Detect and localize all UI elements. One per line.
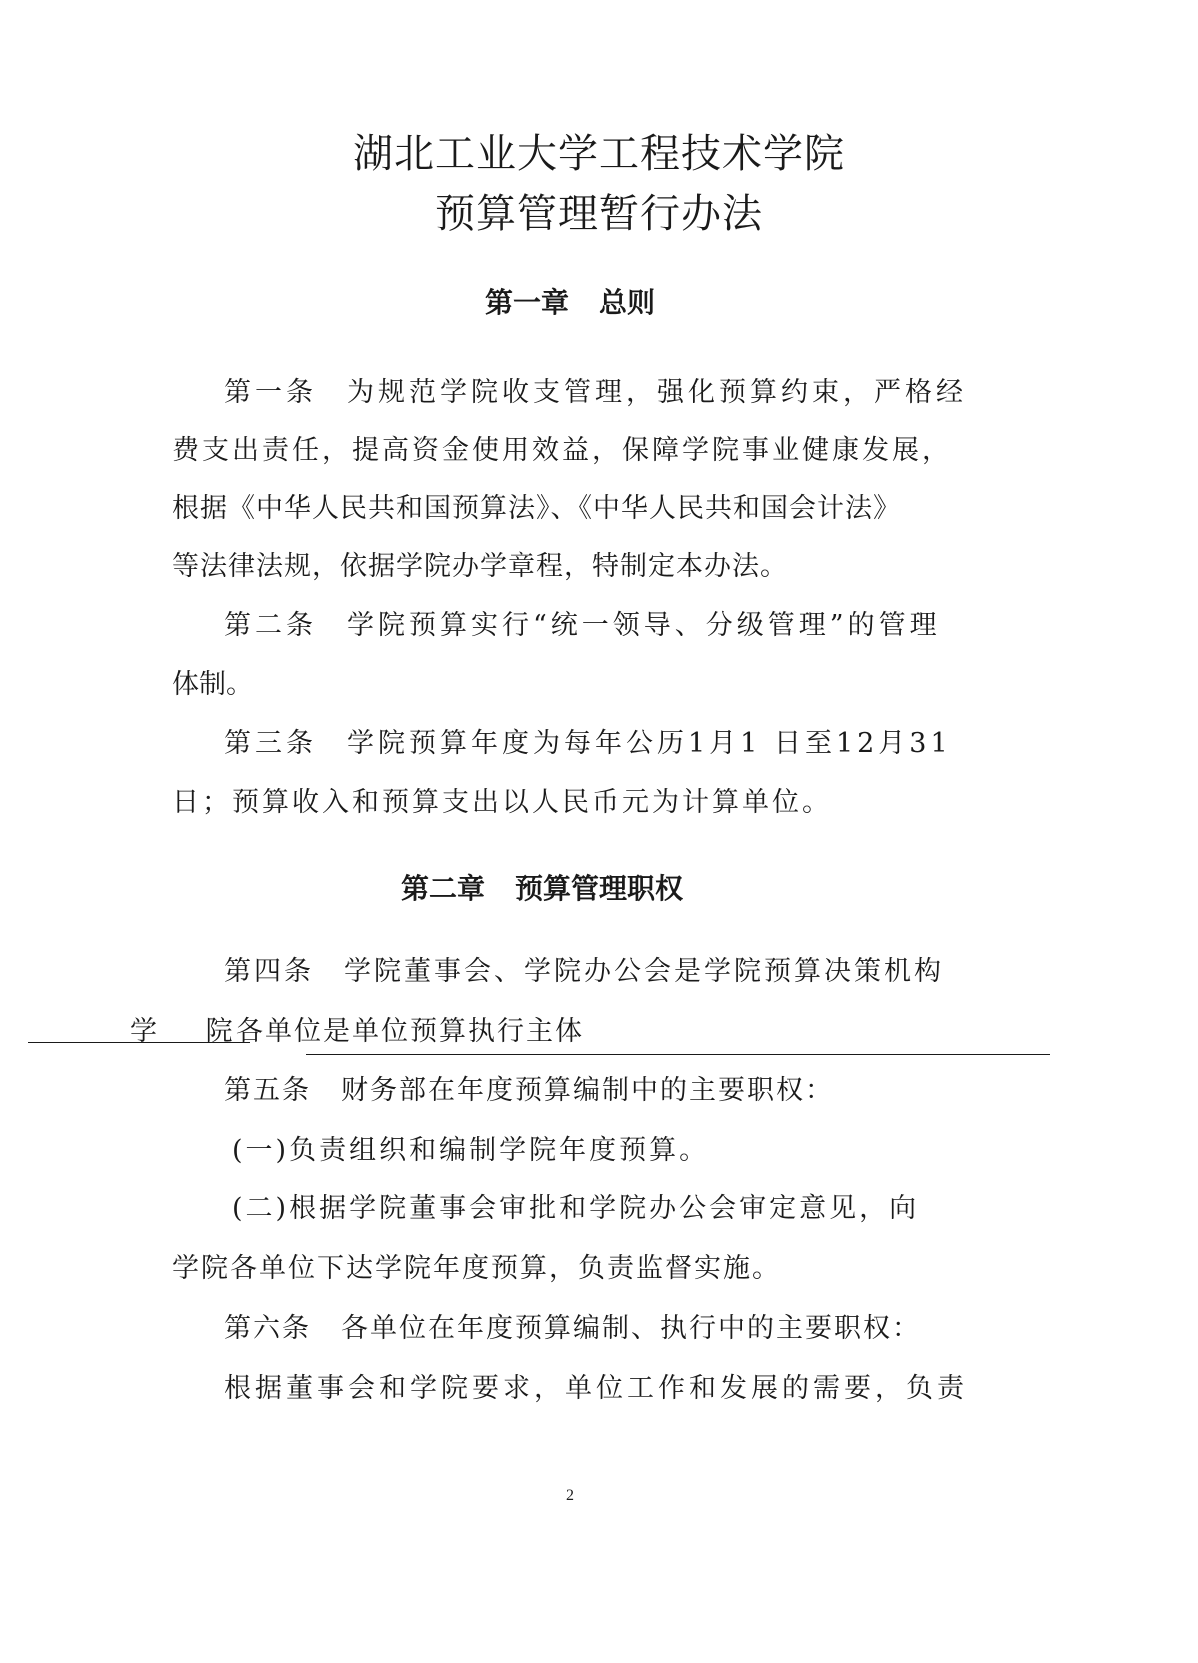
- article-4-text-1: 学院董事会、学院办公会是学院预算决策机构: [344, 956, 944, 987]
- article-1-line-3: 根据《中华人民共和国预算法》、《中华人民共和国会计法》: [172, 493, 901, 524]
- article-5-item-1: (一)负责组织和编制学院年度预算。: [232, 1135, 710, 1166]
- chapter-1-label: 第一章: [484, 286, 569, 319]
- article-5-item-2-line-2: 学院各单位下达学院年度预算，负责监督实施。: [172, 1253, 781, 1284]
- article-5-item-2-line-1: (二)根据学院董事会审批和学院办公会审定意见，向: [232, 1193, 920, 1224]
- chapter-2-name: 预算管理职权: [515, 872, 684, 905]
- article-4-label: 第四条: [224, 956, 314, 987]
- article-2-line-1: [224, 609, 941, 643]
- document-title-line-1: 湖北工业大学工程技术学院: [353, 131, 845, 177]
- article-5-label: 第五条: [224, 1075, 311, 1106]
- article-6-line-2: 根据董事会和学院要求，单位工作和发展的需要，负责: [224, 1373, 968, 1404]
- horizontal-rule-right: [306, 1054, 1050, 1055]
- article-6-line-1: [224, 1312, 921, 1346]
- article-2-line-2: 体制。: [172, 669, 253, 700]
- article-6-text-1: 各单位在年度预算编制、执行中的主要职权：: [341, 1313, 921, 1344]
- article-3-text-1: 学院预算年度为每年公历1月1 日至12月31: [347, 728, 952, 759]
- article-5-text-1: 财务部在年度预算编制中的主要职权：: [341, 1075, 834, 1106]
- article-4-line-1: [224, 955, 944, 989]
- article-6-label: 第六条: [224, 1313, 311, 1344]
- article-4-line-2: 各单位是单位预算执行主体: [236, 1016, 584, 1047]
- chapter-2-label: 第二章: [400, 872, 485, 905]
- article-3-line-2: 日；预算收入和预算支出以人民币元为计算单位。: [172, 787, 832, 818]
- page-number: 2: [566, 1487, 574, 1504]
- chapter-1-heading: [0, 286, 1140, 320]
- chapter-2-heading: [0, 872, 1084, 906]
- article-3-label: 第三条: [224, 728, 317, 759]
- article-5-line-1: [224, 1074, 834, 1108]
- article-1-line-2: 费支出责任，提高资金使用效益，保障学院事业健康发展，: [172, 435, 952, 466]
- article-1-line-4: 等法律法规，依据学院办学章程，特制定本办法。: [172, 551, 788, 582]
- document-title-line-2: 预算管理暂行办法: [435, 191, 763, 237]
- article-1-text-1: 为规范学院收支管理，强化预算约束，严格经: [347, 377, 967, 408]
- article-4-struck-text: 学 院: [130, 1016, 253, 1047]
- article-2-text-1: 学院预算实行“统一领导、分级管理”的管理: [347, 610, 941, 641]
- article-2-label: 第二条: [224, 610, 317, 641]
- article-3-line-1: [224, 727, 952, 761]
- article-1-line-1: [224, 376, 967, 410]
- chapter-1-name: 总则: [599, 286, 656, 319]
- article-1-label: 第一条: [224, 377, 317, 408]
